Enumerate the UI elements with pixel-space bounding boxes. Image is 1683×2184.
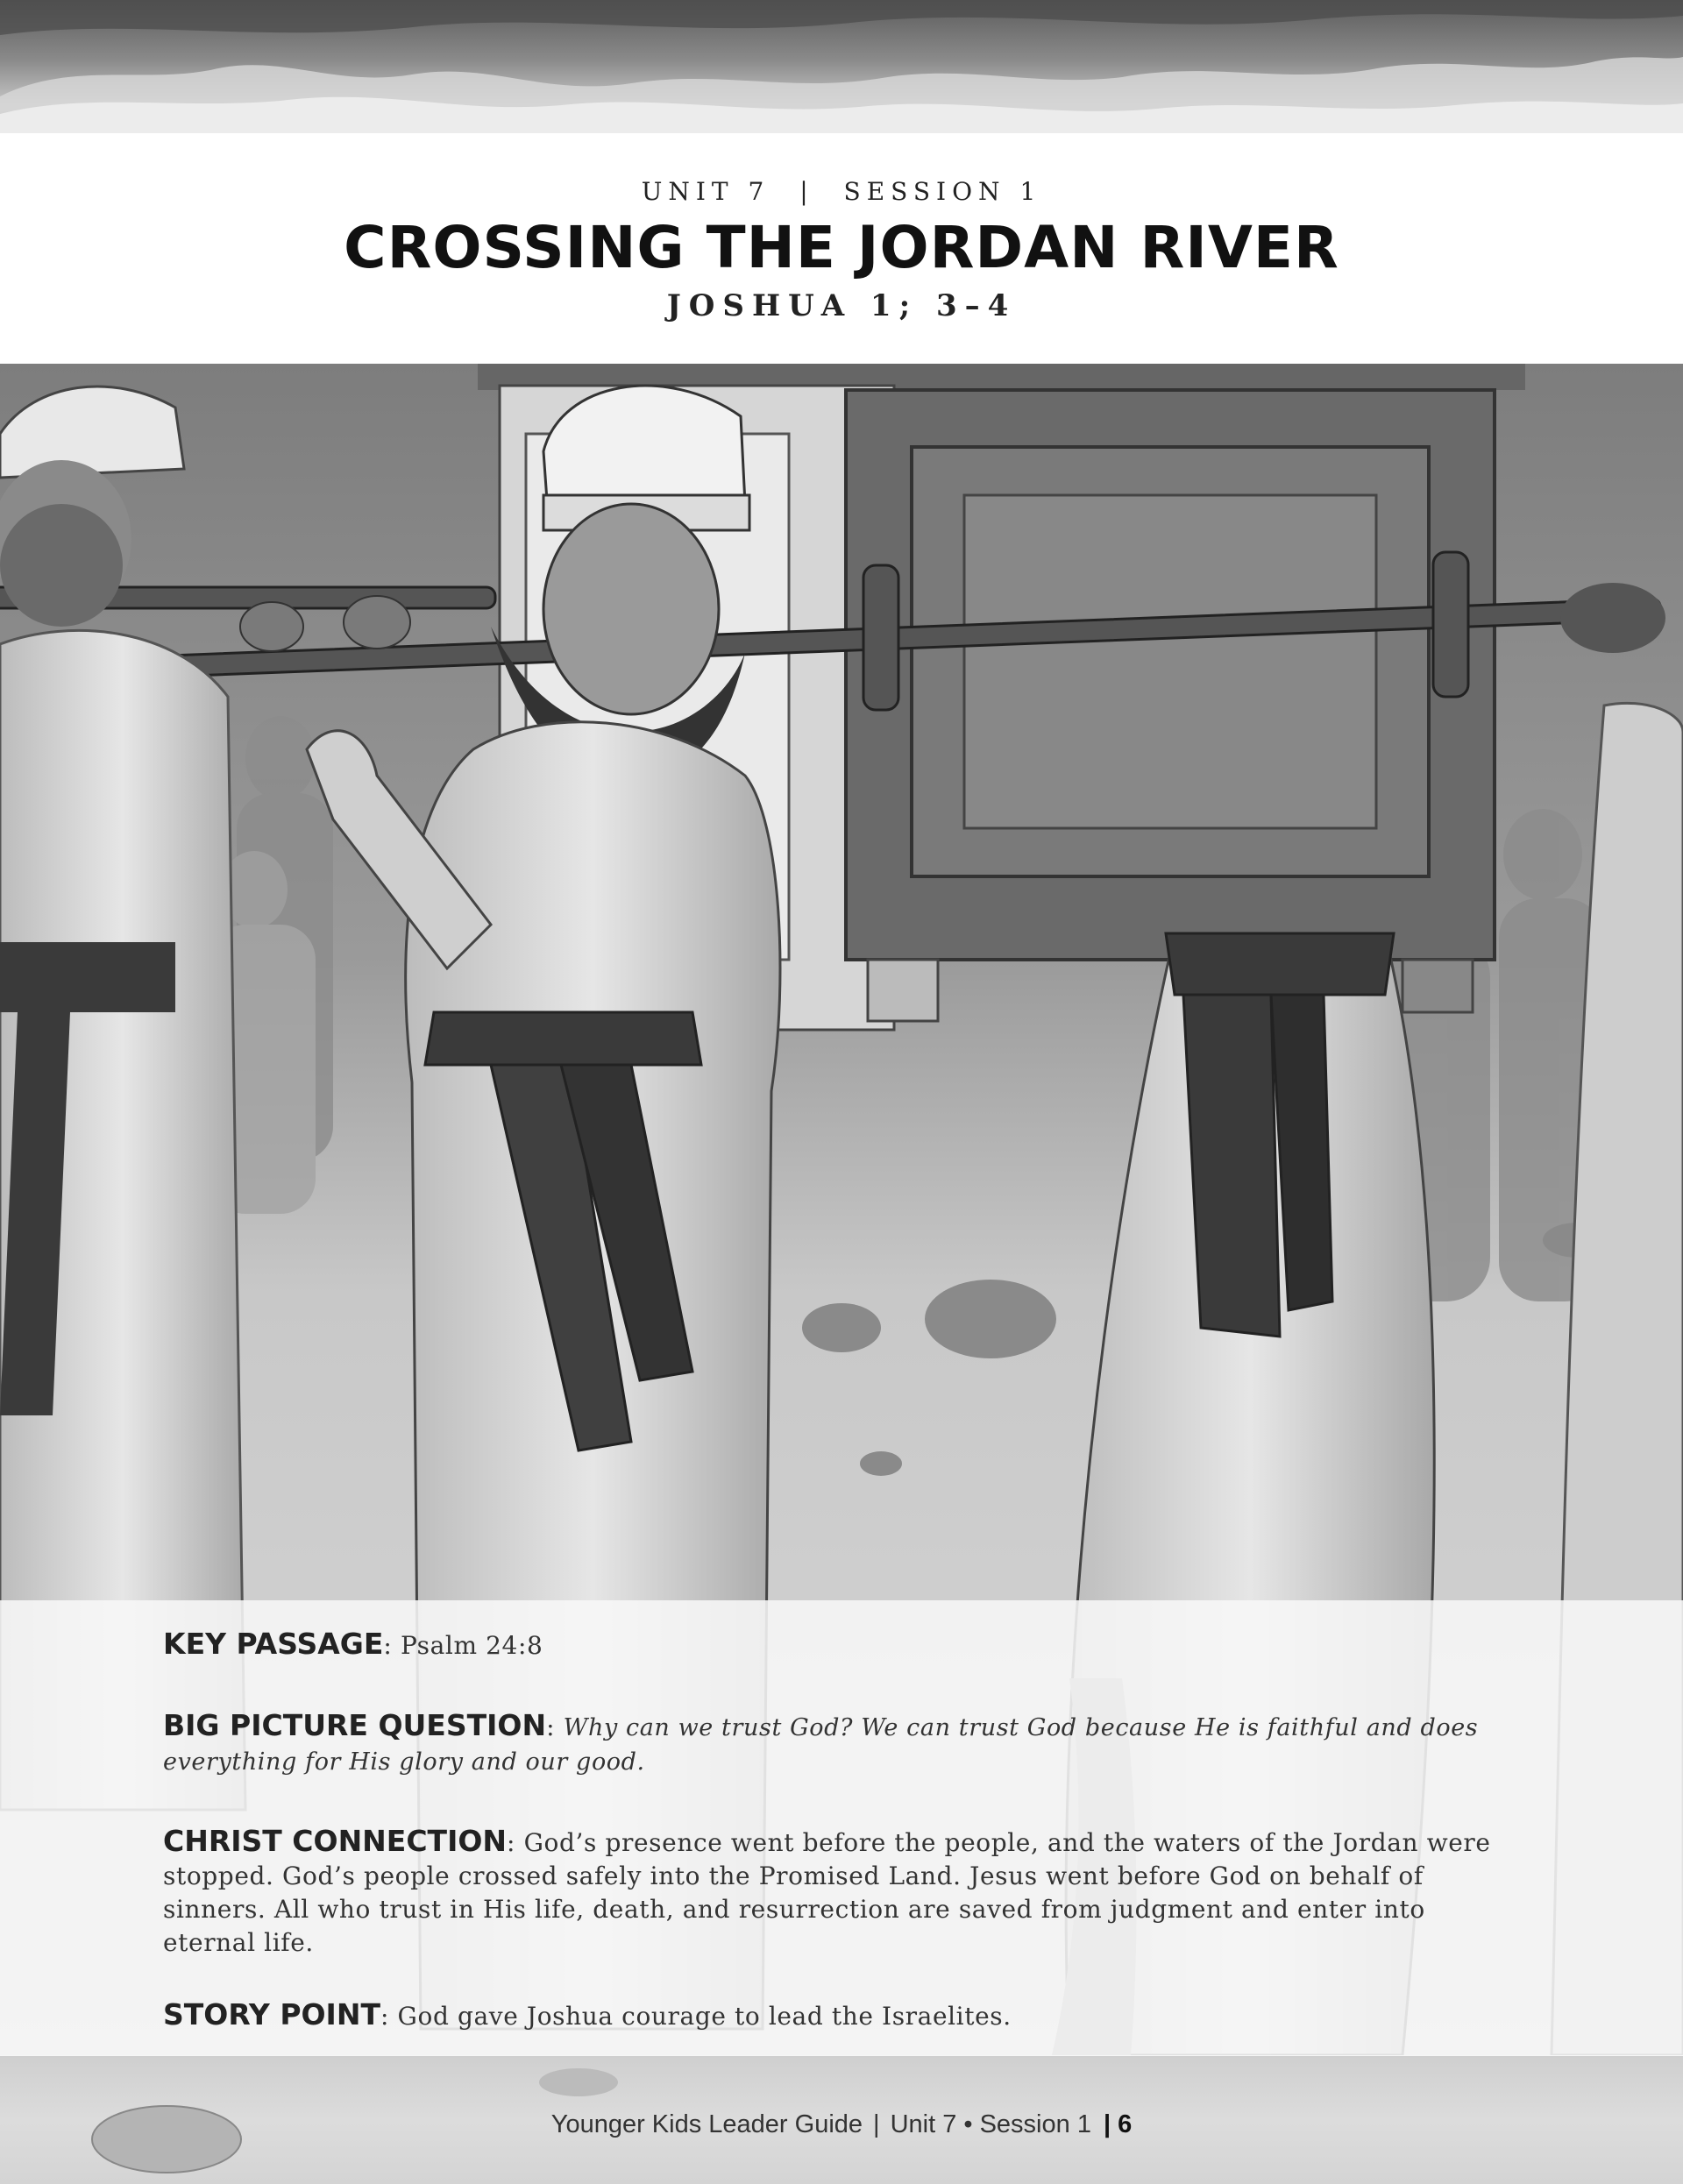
footer-text	[0, 2110, 1683, 2139]
big-picture-question-text: Why can we trust God? We can trust God because He is faithful and does everything for His glory and our good.	[163, 1714, 1479, 1776]
unit-divider: |	[799, 177, 814, 206]
page-title: CROSSING THE JORDAN RIVER	[344, 214, 1339, 281]
story-point-separator: :	[380, 2002, 398, 2031]
page-number-divider: |	[1103, 2110, 1111, 2138]
key-passage	[163, 1627, 1513, 1663]
key-passage-text: Psalm 24:8	[400, 1631, 543, 1660]
footer	[0, 2056, 1683, 2184]
guide-title: Younger Kids Leader Guide	[550, 2110, 863, 2138]
unit-label: UNIT 7	[641, 177, 770, 206]
sky-banner	[0, 0, 1683, 133]
page-number: 6	[1118, 2110, 1133, 2138]
footer-divider: |	[873, 2110, 880, 2138]
footer-session: Unit 7 • Session 1	[890, 2110, 1091, 2138]
christ-connection-text: God’s presence went before the people, and the waters of the Jordan were stopped. God’s people crossed safely into the Promised Land. Jesus went before God on behalf of sinners. All who trust in His life, death, and resurrection are saved from judgment and enter into eternal life.	[163, 1828, 1491, 1957]
scripture-reference: JOSHUA 1; 3–4	[666, 288, 1017, 323]
big-picture-question-label: BIG PICTURE QUESTION	[163, 1708, 547, 1742]
christ-connection	[163, 1825, 1513, 1960]
unit-session-line	[0, 177, 1683, 206]
big-picture-question	[163, 1709, 1513, 1779]
title-band	[0, 133, 1683, 364]
key-passage-separator: :	[383, 1631, 401, 1660]
christ-connection-separator: :	[507, 1828, 524, 1857]
cloud-artwork	[0, 0, 1683, 133]
story-point-label: STORY POINT	[163, 1997, 380, 2032]
story-point	[163, 1998, 1513, 2033]
story-point-text: God gave Joshua courage to lead the Israelites.	[397, 2002, 1012, 2031]
christ-connection-label: CHRIST CONNECTION	[163, 1824, 508, 1858]
big-picture-question-separator: :	[546, 1712, 564, 1741]
key-passage-label: KEY PASSAGE	[163, 1627, 384, 1661]
session-label: SESSION 1	[843, 177, 1042, 206]
